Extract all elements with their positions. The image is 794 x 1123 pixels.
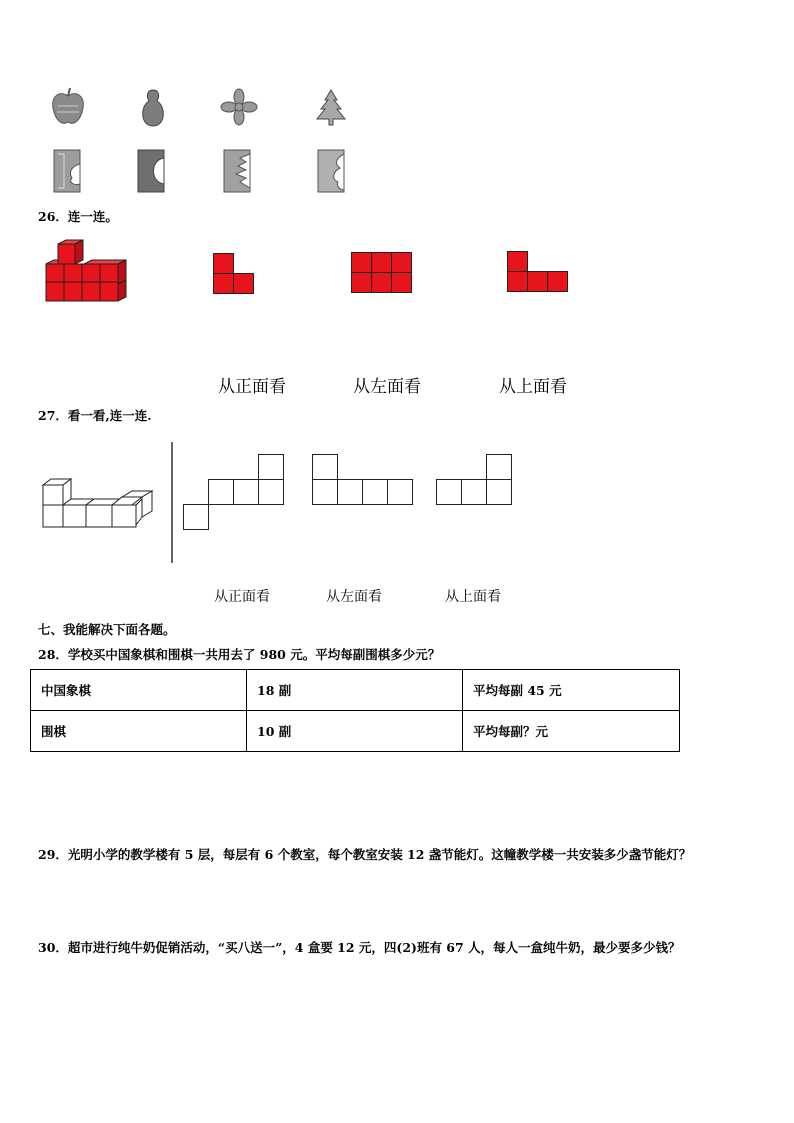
q27-view-reverse-l	[436, 454, 513, 505]
table-cell: 围棋	[31, 711, 247, 752]
question-26-title: 26．连一连。	[38, 209, 118, 224]
red-view-l-shape	[213, 253, 255, 295]
folded-paper-3-icon	[224, 150, 252, 192]
question-28-title: 28．学校买中国象棋和围棋一共用去了 980 元。平均每副围棋多少元？	[38, 647, 441, 662]
table-cell: 平均每副？元	[463, 711, 680, 752]
red-cube-figure	[44, 240, 126, 302]
cube-wire-figure	[40, 477, 154, 533]
q27-label-top: 从上面看	[445, 589, 501, 605]
chess-purchase-table	[30, 669, 680, 752]
q27-label-left: 从左面看	[326, 589, 382, 605]
q26-label-top: 从上面看	[499, 377, 567, 397]
flower-shape-icon	[220, 88, 258, 126]
question-29-title: 29．光明小学的教学楼有 5 层，每层有 6 个教室，每个教室安装 12 盏节能灯。这幢教学楼一共安装多少盏节能灯？	[38, 847, 692, 862]
table-cell: 10 副	[247, 711, 463, 752]
table-cell: 中国象棋	[31, 670, 247, 711]
q26-label-front: 从正面看	[218, 377, 286, 397]
folded-paper-4-icon	[318, 150, 346, 192]
folded-paper-1-icon	[54, 150, 82, 192]
red-view-rectangle	[351, 252, 413, 294]
table-row	[31, 711, 680, 752]
gourd-shape-icon	[138, 88, 168, 130]
folded-paper-2-icon	[138, 150, 166, 192]
q26-label-left: 从左面看	[353, 377, 421, 397]
section-7-title: 七、我能解决下面各题。	[38, 622, 176, 637]
divider-line	[171, 442, 173, 563]
q27-view-long-l	[312, 454, 413, 505]
question-27-title: 27．看一看,连一连.	[38, 408, 152, 423]
apple-shape-icon	[50, 88, 86, 128]
q27-view-staircase	[183, 454, 284, 530]
table-cell: 平均每副 45 元	[463, 670, 680, 711]
tree-shape-icon	[314, 90, 348, 126]
table-row	[31, 670, 680, 711]
q27-label-front: 从正面看	[214, 589, 270, 605]
red-view-long-l-shape	[507, 251, 569, 293]
question-30-title: 30．超市进行纯牛奶促销活动，“买八送一”，4 盒要 12 元，四(2)班有 67 人，每人一盒纯牛奶，最少要多少钱？	[38, 940, 681, 955]
table-cell: 18 副	[247, 670, 463, 711]
